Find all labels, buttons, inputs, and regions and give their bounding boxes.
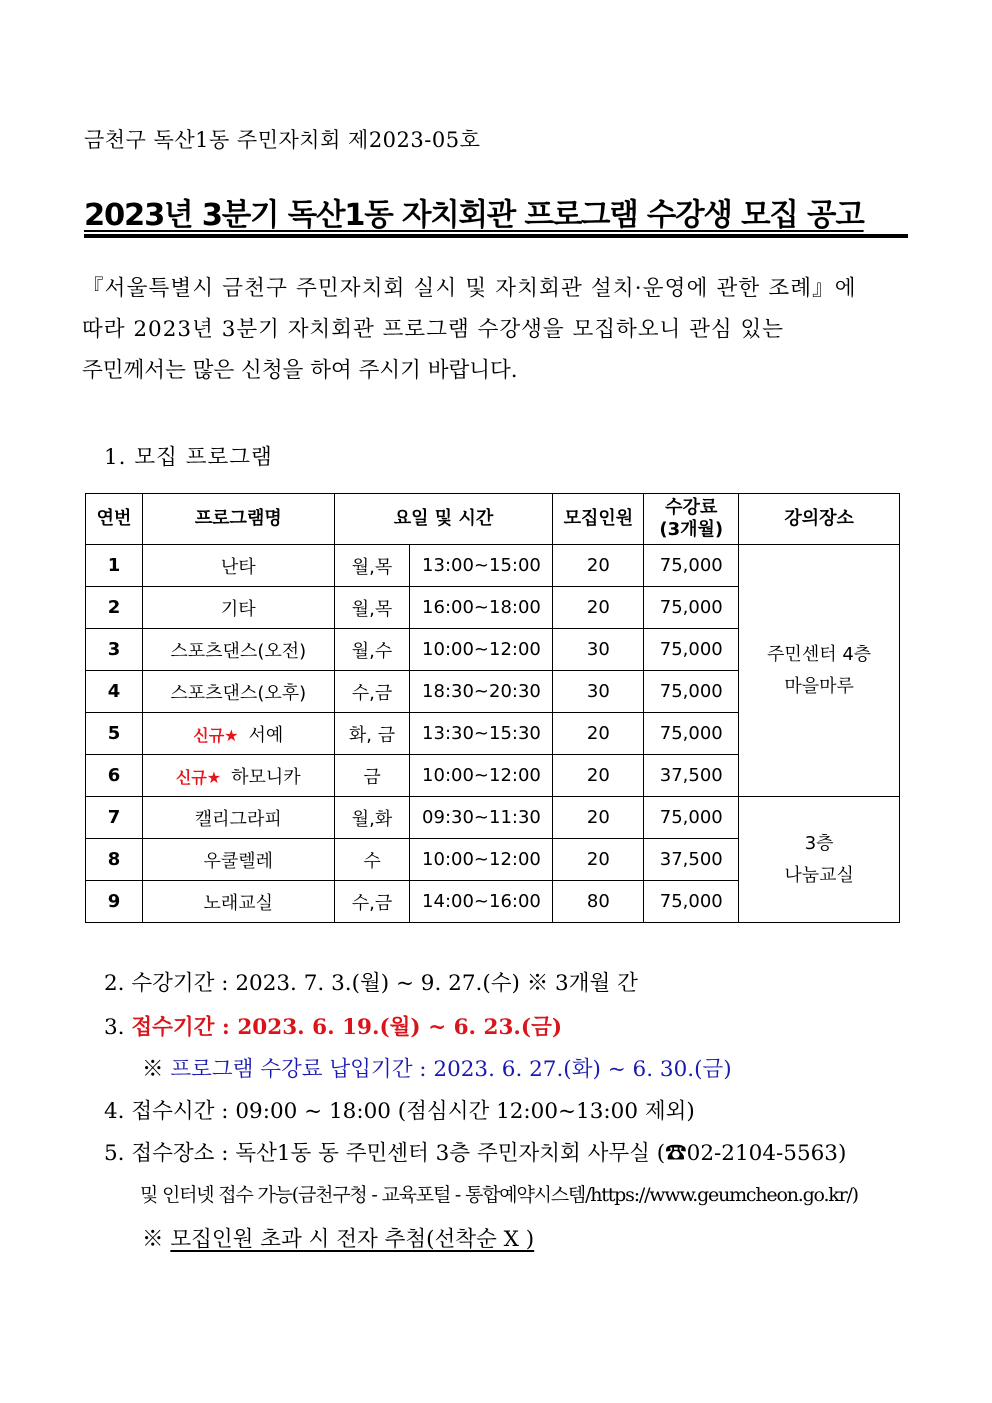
intro-line-2: 따라 2023년 3분기 자치회관 프로그램 수강생을 모집하오니 관심 있는 <box>82 317 785 342</box>
header-schedule: 요일 및 시간 <box>334 494 553 545</box>
payment-period-text: 프로그램 수강료 납입기간 : 2023. 6. 27.(화) ~ 6. 30.(금) <box>170 1057 732 1082</box>
row-days: 월,수 <box>334 629 410 671</box>
program-name-text: 서예 <box>248 724 284 746</box>
place-line-2: 마을마루 <box>784 675 854 697</box>
row-no: 8 <box>86 839 143 881</box>
row-no: 5 <box>86 713 143 755</box>
row-days: 수 <box>334 839 410 881</box>
header-fee-label: 수강료 <box>665 497 718 518</box>
row-fee: 75,000 <box>644 713 739 755</box>
row-capacity: 20 <box>553 839 644 881</box>
row-no: 3 <box>86 629 143 671</box>
row-program-name: 난타 <box>142 545 334 587</box>
row-fee: 75,000 <box>644 545 739 587</box>
row-capacity: 20 <box>553 713 644 755</box>
row-time: 16:00~18:00 <box>410 587 553 629</box>
row-no: 2 <box>86 587 143 629</box>
row-no: 6 <box>86 755 143 797</box>
header-place: 강의장소 <box>739 494 900 545</box>
item-reception-time: 4. 접수시간 : 09:00 ~ 18:00 (점심시간 12:00~13:00 제외) <box>104 1099 695 1124</box>
row-fee: 75,000 <box>644 629 739 671</box>
row-program-name: 기타 <box>142 587 334 629</box>
row-time: 13:00~15:00 <box>410 545 553 587</box>
row-time: 13:30~15:30 <box>410 713 553 755</box>
row-program-name: 캘리그라피 <box>142 797 334 839</box>
program-table <box>85 493 900 923</box>
place-line-1: 3층 <box>804 832 834 854</box>
row-time: 10:00~12:00 <box>410 629 553 671</box>
new-badge: 신규★ <box>193 725 239 745</box>
row-days: 수,금 <box>334 671 410 713</box>
row-days: 금 <box>334 755 410 797</box>
place-cell-4f <box>739 545 900 797</box>
row-no: 9 <box>86 881 143 923</box>
row-capacity: 80 <box>553 881 644 923</box>
reception-period-text: 접수기간 : 2023. 6. 19.(월) ~ 6. 23.(금) <box>131 1015 563 1040</box>
program-name-text: 하모니카 <box>231 766 301 788</box>
row-fee: 75,000 <box>644 797 739 839</box>
table-header-row <box>86 494 900 545</box>
row-capacity: 30 <box>553 671 644 713</box>
row-program-name: 노래교실 <box>142 881 334 923</box>
header-no: 연번 <box>86 494 143 545</box>
row-program-name <box>142 713 334 755</box>
row-fee: 75,000 <box>644 881 739 923</box>
row-days: 월,목 <box>334 545 410 587</box>
table-row <box>86 545 900 587</box>
row-time: 10:00~12:00 <box>410 755 553 797</box>
table-row <box>86 797 900 839</box>
row-capacity: 30 <box>553 629 644 671</box>
row-days: 월,목 <box>334 587 410 629</box>
row-program-name: 스포츠댄스(오후) <box>142 671 334 713</box>
row-capacity: 20 <box>553 755 644 797</box>
header-fee-period: (3개월) <box>659 519 724 540</box>
row-days: 월,화 <box>334 797 410 839</box>
page-title: 2023년 3분기 독산1동 자치회관 프로그램 수강생 모집 공고 <box>84 198 864 233</box>
row-fee: 75,000 <box>644 587 739 629</box>
row-days: 화, 금 <box>334 713 410 755</box>
row-capacity: 20 <box>553 587 644 629</box>
header-capacity: 모집인원 <box>553 494 644 545</box>
item-reception-place: 5. 접수장소 : 독산1동 동 주민센터 3층 주민자치회 사무실 (☎02-2104-5563) <box>104 1141 847 1166</box>
row-program-name <box>142 755 334 797</box>
row-days: 수,금 <box>334 881 410 923</box>
header-fee <box>644 494 739 545</box>
item-number: 3. <box>104 1015 132 1040</box>
document-number: 금천구 독산1동 주민자치회 제2023-05호 <box>84 128 481 152</box>
title-block <box>84 190 908 234</box>
row-fee: 75,000 <box>644 671 739 713</box>
intro-paragraph <box>82 268 908 391</box>
item-payment-period <box>142 1052 732 1083</box>
row-fee: 37,500 <box>644 839 739 881</box>
intro-line-1: 『서울특별시 금천구 주민자치회 실시 및 자치회관 설치·운영에 관한 조례』에 <box>82 276 857 301</box>
header-name: 프로그램명 <box>142 494 334 545</box>
row-capacity: 20 <box>553 545 644 587</box>
item-reception-period <box>104 1010 562 1041</box>
row-time: 10:00~12:00 <box>410 839 553 881</box>
place-cell-3f <box>739 797 900 923</box>
row-time: 18:30~20:30 <box>410 671 553 713</box>
item-course-period: 2. 수강기간 : 2023. 7. 3.(월) ~ 9. 27.(수) ※ 3개월 간 <box>104 971 638 996</box>
item-internet-reception: 및 인터넷 접수 가능(금천구청 - 교육포털 - 통합예약시스템/https://www.geumcheon.go.kr/) <box>140 1184 858 1206</box>
item-lottery-note <box>142 1222 534 1253</box>
place-line-2: 나눔교실 <box>784 864 854 886</box>
row-time: 09:30~11:30 <box>410 797 553 839</box>
new-badge: 신규★ <box>175 767 222 787</box>
row-time: 14:00~16:00 <box>410 881 553 923</box>
note-mark: ※ <box>142 1057 171 1082</box>
row-fee: 37,500 <box>644 755 739 797</box>
row-program-name: 스포츠댄스(오전) <box>142 629 334 671</box>
row-no: 4 <box>86 671 143 713</box>
row-capacity: 20 <box>553 797 644 839</box>
section-heading-programs: 1. 모집 프로그램 <box>104 445 273 470</box>
lottery-text: 모집인원 초과 시 전자 추첨(선착순 X ) <box>170 1227 535 1252</box>
row-no: 7 <box>86 797 143 839</box>
title-underline <box>84 234 908 238</box>
row-program-name: 우쿨렐레 <box>142 839 334 881</box>
intro-line-3: 주민께서는 많은 신청을 하여 주시기 바랍니다. <box>82 358 518 383</box>
place-line-1: 주민센터 4층 <box>767 643 872 665</box>
row-no: 1 <box>86 545 143 587</box>
note-mark: ※ <box>142 1227 171 1252</box>
